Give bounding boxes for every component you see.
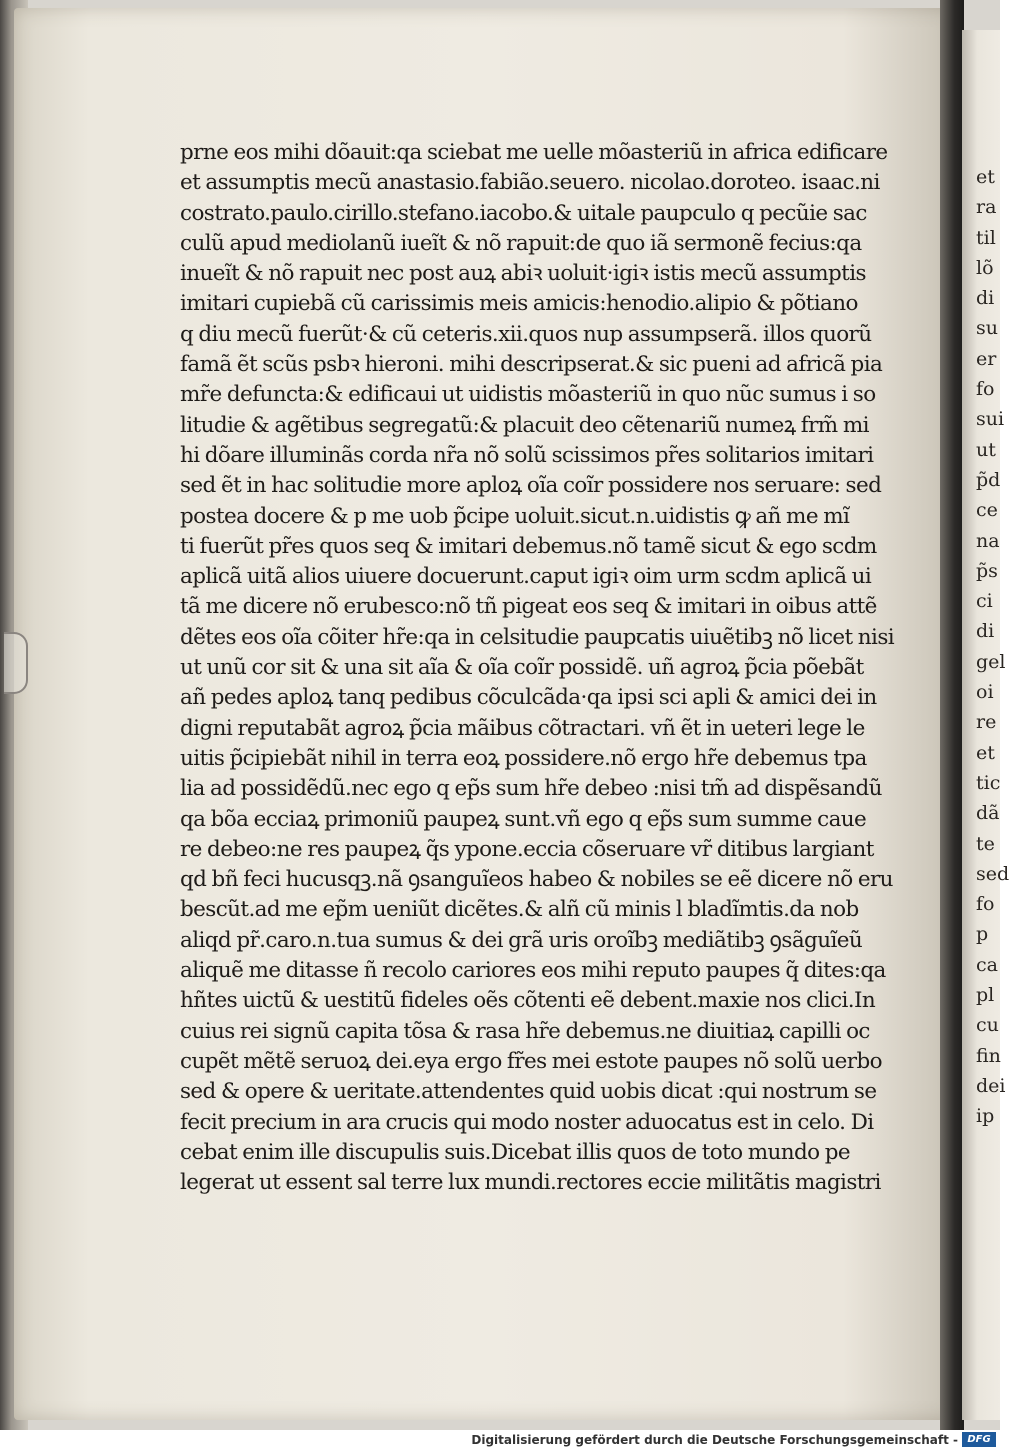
facing-page-fragment: di: [976, 287, 995, 310]
text-line: hi dõare illuminãs corda nr̃a nõ solũ scissimos pr̃es solitarios imitari: [180, 442, 874, 468]
text-line: re debeo:ne res paupeꝝ q̃s ypone.eccia cõseruare vr̃ ditibus largiant: [180, 836, 874, 862]
text-line: hñtes uictũ & uestitũ fideles oẽs cõtenti eẽ debent.maxie nos clici.In: [180, 988, 876, 1014]
facing-page-fragment: ra: [976, 196, 997, 219]
text-line: bescũt.ad me ep̃m ueniũt dicẽtes.& alñ cũ minis l bladĩmtis.da nob: [180, 897, 859, 923]
facing-page-fragment: cu: [976, 1014, 999, 1037]
text-line: ti fuerũt pr̃es quos seq & imitari debemus.nõ tamẽ sicut & ego scdm: [180, 533, 877, 559]
text-line: aplicã uitã alios uiuere docuerunt.caput igiꝛ oim urm scdm aplicã ui: [180, 564, 872, 590]
text-line: lia ad possidẽdũ.nec ego q ep̃s sum hr̃e debeo :nisi tm̃ ad dispẽsandũ: [180, 776, 882, 802]
facing-page-fragment: fin: [976, 1044, 1001, 1067]
facing-page-fragment: dei: [976, 1074, 1006, 1097]
text-line: cupẽt mẽtẽ seruoꝝ dei.eya ergo fr̃es mei estote paupes nõ solũ uerbo: [180, 1048, 882, 1074]
text-line: litudie & agẽtibus segregatũ:& placuit deo cẽtenariũ numeꝝ frm̃ mi: [180, 412, 869, 438]
facing-page-fragment: p: [976, 923, 989, 946]
text-line: cebat enim ille discupulis suis.Dicebat illis quos de toto mundo pe: [180, 1139, 851, 1165]
facing-page-fragment: su: [976, 317, 998, 340]
facing-page-fragment: ip: [976, 1105, 995, 1128]
facing-page-fragment: lõ: [976, 256, 994, 279]
facing-page-fragment: ca: [976, 953, 998, 976]
text-line: sed ẽt in hac solitudie more aploꝝ oĩa coĩr possidere nos seruare: sed: [180, 473, 882, 499]
dfg-logo[interactable]: DFG: [962, 1432, 996, 1447]
facing-page-fragment: gel: [976, 650, 1006, 673]
facing-page-fragment: fo: [976, 893, 995, 916]
facing-page-fragment: oi: [976, 681, 994, 704]
facing-page-fragment: pl: [976, 984, 995, 1007]
text-line: ut unũ cor sit & una sit aĩa & oĩa coĩr possidẽ. uñ agroꝝ p̃cia põebãt: [180, 655, 864, 681]
facing-page-fragment: na: [976, 529, 1000, 552]
text-line: añ pedes aploꝝ tanq pedibus cõculcãda·qa ipsi sci apli & amici dei in: [180, 685, 877, 711]
facing-page-fragment: sed: [976, 862, 1009, 885]
facing-page-fragment: p̃s: [976, 559, 998, 582]
facing-page-fragment: ci: [976, 590, 993, 613]
page-clip: [4, 632, 28, 694]
facing-page-fragment: te: [976, 832, 995, 855]
text-line: sed & opere & ueritate.attendentes quid uobis dicat :qui nostrum se: [180, 1079, 877, 1105]
text-line: postea docere & p me uob p̃cipe uoluit.sicut.n.uidistis ꝙ añ me mĩ: [180, 503, 850, 529]
text-line: q diu mecũ fuerũt·& cũ ceteris.xii.quos nup assumpserã. illos quorũ: [180, 321, 872, 347]
text-line: et assumptis mecũ anastasio.fabião.seuero. nicolao.doroteo. isaac.ni: [180, 170, 880, 196]
facing-page-text: [976, 162, 1009, 1132]
text-line: prne eos mihi dõauit:qa sciebat me uelle mõasteriũ in africa edificare: [180, 140, 888, 165]
text-line: legerat ut essent sal terre lux mundi.rectores eccie militãtis magistri: [180, 1170, 881, 1196]
text-line: cuius rei signũ capita tõsa & rasa hr̃e debemus.ne diuitiaꝝ capilli oc: [180, 1018, 870, 1044]
gutter-shadow: [940, 0, 964, 1430]
text-line: tã me dicere nõ erubesco:nõ tñ pigeat eos seq & imitari in oibus attẽ: [180, 594, 877, 620]
text-column: [180, 138, 895, 1198]
facing-page-fragment: re: [976, 711, 997, 734]
text-line: inueĩt & nõ rapuit nec post auꝝ abiꝛ uoluit·igiꝛ istis mecũ assumptis: [180, 261, 866, 287]
facing-page-fragment: di: [976, 620, 995, 643]
facing-page-fragment: et: [976, 741, 995, 764]
facing-page-fragment: ut: [976, 438, 996, 461]
text-line: digni reputabãt agroꝝ p̃cia mãibus cõtractari. vñ ẽt in ueteri lege le: [180, 715, 865, 741]
facing-page-fragment: sui: [976, 408, 1005, 431]
text-line: aliquẽ me ditasse ñ recolo cariores eos mihi reputo paupes q̃ dites:qa: [180, 958, 886, 984]
facing-page-fragment: til: [976, 226, 996, 249]
facing-page-fragment: et: [976, 166, 995, 188]
facing-page-fragment: dã: [976, 802, 1000, 825]
text-line: qa bõa ecciaꝝ primoniũ paupeꝝ sunt.vñ ego q ep̃s sum summe caue: [180, 806, 867, 832]
text-line: qd bñ feci hucusqꝫ.nã ꝯsanguĩeos habeo & nobiles se eẽ dicere nõ eru: [180, 867, 893, 893]
facing-page-fragment: er: [976, 347, 997, 370]
text-line: fecit precium in ara crucis qui modo noster aduocatus est in celo. Di: [180, 1109, 874, 1135]
footer-bar: [0, 1430, 1000, 1451]
funding-notice: Digitalisierung gefördert durch die Deutsche Forschungsgemeinschaft -: [471, 1433, 958, 1447]
facing-page-fragment: tic: [976, 771, 1001, 794]
text-line: uitis p̃cipiebãt nihil in terra eoꝝ possidere.nõ ergo hr̃e debemus tpa: [180, 745, 867, 771]
text-line: costrato.paulo.cirillo.stefano.iacobo.& uitale paupculo q pecũie sac: [180, 200, 867, 226]
text-line: mr̃e defuncta:& edificaui ut uidistis mõasteriũ in quo nũc sumus i so: [180, 382, 876, 408]
text-line: dẽtes eos oĩa cõiter hr̃e:qa in celsitudie paupꞇatis uiuẽtibꝫ nõ licet nisi: [180, 624, 895, 650]
facing-page-fragment: fo: [976, 378, 995, 401]
facing-page-fragment: ce: [976, 499, 998, 522]
text-line: aliqd pr̃.caro.n.tua sumus & dei grã uris oroĩbꝫ mediãtibꝫ ꝯsãguĩeũ: [180, 927, 863, 953]
text-line: imitari cupiebã cũ carissimis meis amicis:henodio.alipio & põtiano: [180, 291, 858, 317]
facing-page-fragment: p̃d: [976, 468, 1001, 491]
text-line: famã ẽt scũs psbꝛ hieroni. mihi descripserat.& sic pueni ad africã pia: [180, 352, 883, 378]
text-line: culũ apud mediolanũ iueĩt & nõ rapuit:de quo iã sermonẽ fecius:qa: [180, 230, 862, 256]
